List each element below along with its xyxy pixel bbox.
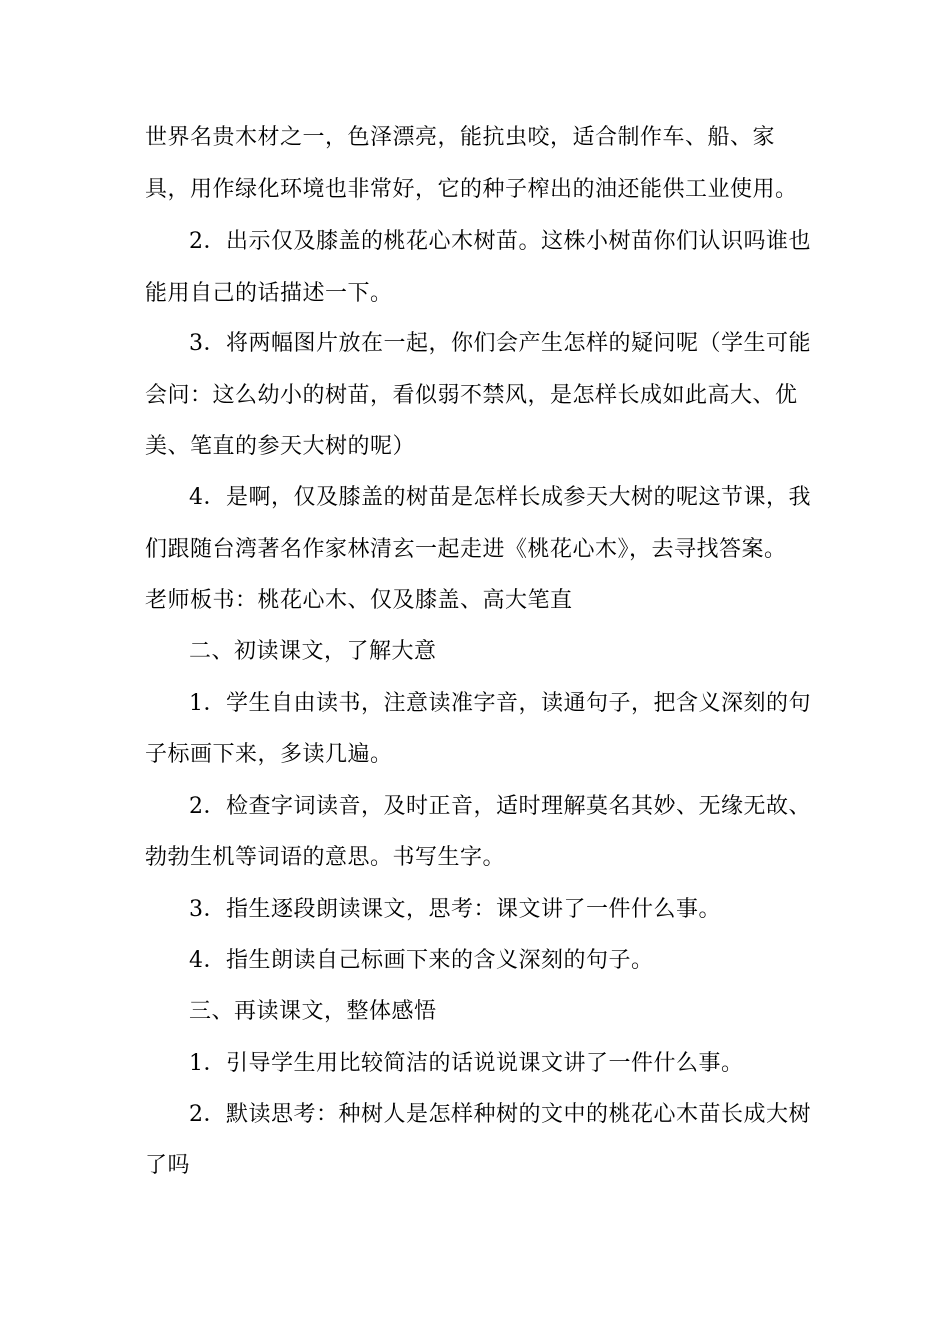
text-line: 了吗 — [145, 1153, 191, 1178]
text-line: 老师板书：桃花心木、仅及膝盖、高大笔直 — [145, 588, 573, 613]
text-line: 2．出示仅及膝盖的桃花心木树苗。这株小树苗你们认识吗谁也 — [189, 229, 811, 254]
text-line: 2．默读思考：种树人是怎样种树的文中的桃花心木苗长成大树 — [189, 1102, 811, 1127]
text-line: 3．将两幅图片放在一起，你们会产生怎样的疑问呢（学生可能 — [189, 331, 811, 356]
text-line: 世界名贵木材之一，色泽漂亮，能抗虫咬，适合制作车、船、家 — [145, 125, 776, 150]
text-line: 3．指生逐段朗读课文，思考：课文讲了一件什么事。 — [189, 897, 721, 922]
text-line: 1．学生自由读书，注意读准字音，读通句子，把含义深刻的句 — [189, 691, 811, 716]
text-line: 具，用作绿化环境也非常好，它的种子榨出的油还能供工业使用。 — [145, 177, 798, 202]
text-line: 勃勃生机等词语的意思。书写生字。 — [145, 845, 506, 870]
text-line: 子标画下来，多读几遍。 — [145, 742, 393, 767]
text-line: 4．指生朗读自己标画下来的含义深刻的句子。 — [189, 948, 654, 973]
text-line: 2．检查字词读音，及时正音，适时理解莫名其妙、无缘无故、 — [189, 794, 811, 819]
text-line: 会问：这么幼小的树苗，看似弱不禁风，是怎样长成如此高大、优 — [145, 383, 798, 408]
section-heading: 二、初读课文，了解大意 — [189, 639, 437, 664]
text-line: 1．引导学生用比较简洁的话说说课文讲了一件什么事。 — [189, 1051, 744, 1076]
text-line: 美、笔直的参天大树的呢） — [145, 434, 416, 459]
text-line: 4．是啊，仅及膝盖的树苗是怎样长成参天大树的呢这节课，我 — [189, 485, 811, 510]
section-heading: 三、再读课文，整体感悟 — [189, 999, 437, 1024]
text-line: 能用自己的话描述一下。 — [145, 281, 393, 306]
text-line: 们跟随台湾著名作家林清玄一起走进《桃花心木》，去寻找答案。 — [145, 537, 787, 562]
